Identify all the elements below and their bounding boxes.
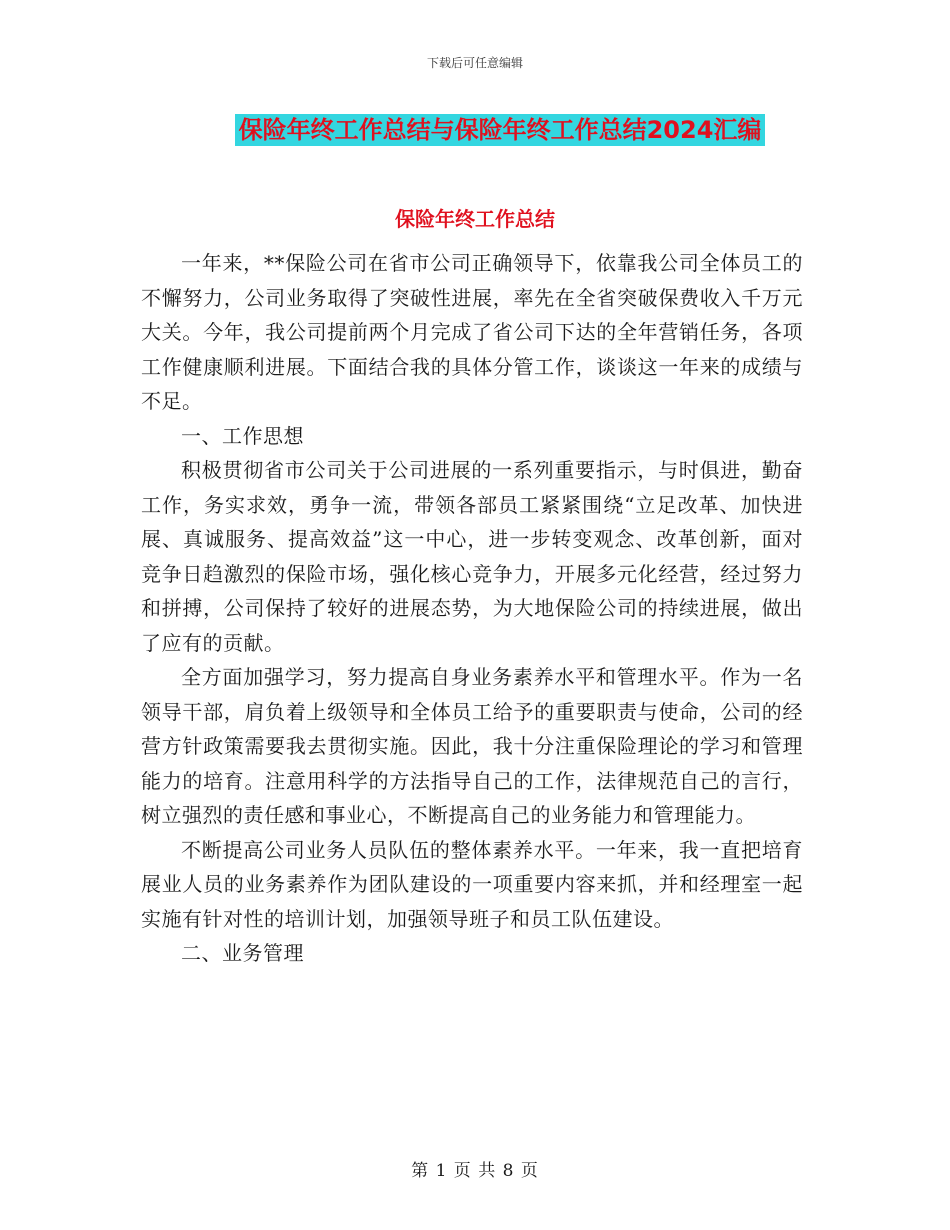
paragraph-team: 不断提高公司业务人员队伍的整体素养水平。一年来，我一直把培育展业人员的业务素养作为团队建设的一项重要内容来抓，并和经理室一起实施有针对性的培训计划，加强领导班子和员工队伍建设。 bbox=[141, 837, 803, 931]
paragraph-study: 全方面加强学习，努力提高自身业务素养水平和管理水平。作为一名领导干部，肩负着上级领导和全体员工给予的重要职责与使命，公司的经营方针政策需要我去贯彻实施。因此，我十分注重保险理论的学习和管理能力的培育。注意用科学的方法指导自己的工作，法律规范自己的言行，树立强烈的责任感和事业心，不断提高自己的业务能力和管理能力。 bbox=[141, 665, 803, 827]
paragraph-work-thought: 积极贯彻省市公司关于公司进展的一系列重要指示，与时俱进，勤奋工作，务实求效，勇争一流，带领各部员工紧紧围绕“立足改革、加快进展、真诚服务、提高效益”这一中心，进一步转变观念、改革创新，面对竞争日趋激烈的保险市场，强化核心竞争力，开展多元化经营，经过努力和拼搏，公司保持了较好的进展态势，为大地保险公司的持续进展，做出了应有的贡献。 bbox=[141, 458, 803, 655]
main-title-wrap bbox=[0, 114, 950, 146]
paragraph-intro: 一年来，**保险公司在省市公司正确领导下，依靠我公司全体员工的不懈努力，公司业务取得了突破性进展，率先在全省突破保费收入千万元大关。今年，我公司提前两个月完成了省公司下达的全年营销任务，各项工作健康顺利进展。下面结合我的具体分管工作，谈谈这一年来的成绩与不足。 bbox=[141, 251, 803, 413]
section-title: 保险年终工作总结 bbox=[395, 207, 555, 231]
main-title: 保险年终工作总结与保险年终工作总结2024汇编 bbox=[235, 114, 766, 146]
page-footer: 第 1 页 共 8 页 bbox=[411, 1161, 539, 1181]
header-note: 下载后可任意编辑 bbox=[426, 56, 523, 70]
heading-work-thought: 一、工作思想 bbox=[181, 423, 304, 448]
heading-business-management: 二、业务管理 bbox=[181, 941, 304, 965]
body-text bbox=[141, 246, 803, 971]
